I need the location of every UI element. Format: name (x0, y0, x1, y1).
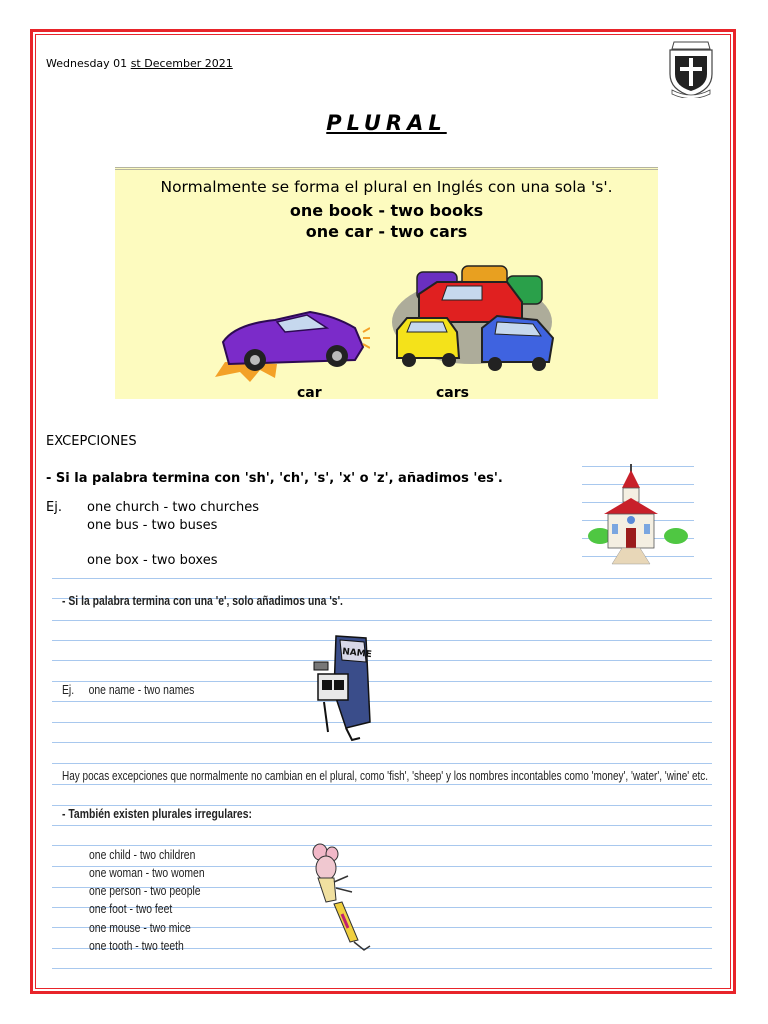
irregular-item: one woman - two women (89, 865, 205, 880)
rule-e: - Si la palabra termina con una 'e', solo añadimos una 's'. (62, 593, 343, 608)
exceptions-heading: EXCEPCIONES (46, 434, 137, 449)
date-underlined: st December 2021 (130, 57, 233, 70)
banner-line-2: one book - two books (289, 201, 484, 220)
irregular-heading: - También existen plurales irregulares: (62, 806, 252, 821)
example-box: one box - two boxes (87, 553, 218, 568)
irregular-item: one person - two people (89, 883, 201, 898)
date-prefix: Wednesday 01 (46, 57, 131, 70)
car-illustration (215, 302, 370, 382)
cars-illustration (387, 262, 557, 380)
machine-label: NAME (341, 647, 373, 661)
example-bus: one bus - two buses (87, 518, 218, 533)
church-illustration (582, 462, 694, 570)
caption-car: car (297, 385, 322, 401)
irregular-item: one mouse - two mice (89, 920, 191, 935)
page-title: PLURAL (326, 111, 447, 135)
no-change-note: Hay pocas excepciones que normalmente no cambian en el plural, como 'fish', 'sheep' y los nombres incontables como 'money', 'water', 'wine' etc. (62, 769, 709, 783)
example-church: one church - two churches (87, 500, 260, 515)
irregular-item: one foot - two feet (89, 901, 173, 916)
plural-banner (115, 167, 658, 399)
ej-label: Ej. (46, 500, 62, 515)
rule-es: - Si la palabra termina con 'sh', 'ch', 's', 'x' o 'z', añadimos 'es'. (46, 471, 503, 486)
school-crest-logo (666, 40, 716, 98)
irregular-item: one tooth - two teeth (89, 938, 184, 953)
date-line (46, 57, 233, 70)
irregular-item: one child - two children (89, 847, 196, 862)
mouse-illustration (304, 842, 376, 954)
caption-cars: cars (436, 385, 469, 401)
example-name: Ej. one name - two names (62, 682, 195, 697)
banner-line-1: Normalmente se forma el plural en Inglés con una sola 's'. (160, 178, 613, 196)
banner-line-3: one car - two cars (305, 222, 468, 241)
name-machine-illustration (306, 632, 378, 742)
